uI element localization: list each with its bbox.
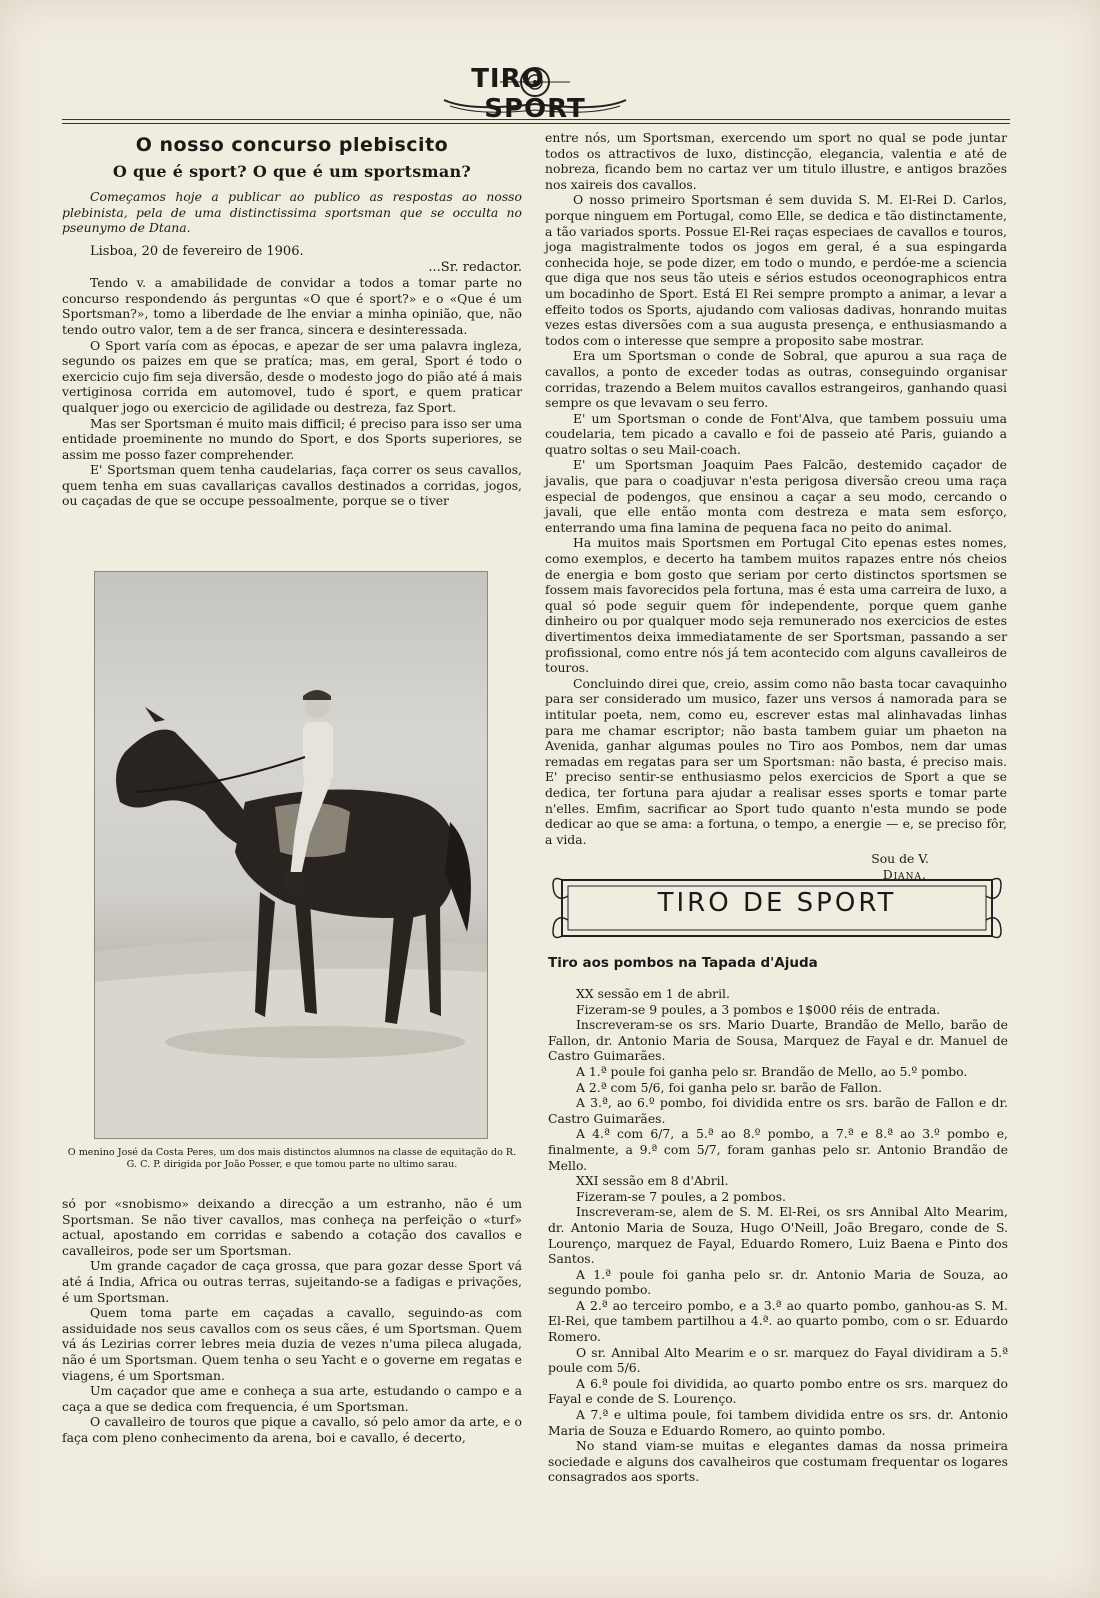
paragraph: A 7.ª e ultima poule, foi tambem dividida entre os srs. dr. Antonio Maria de Souza e Eduardo Romero, ao quinto pombo. (548, 1407, 1008, 1438)
paragraph: A 2.ª ao terceiro pombo, e a 3.ª ao quarto pombo, ganhou-as S. M. El-Rei, que tambem partilhou a 4.ª. ao quarto pombo, com o sr. Eduardo Romero. (548, 1297, 1008, 1345)
paragraph: Fizeram-se 7 poules, a 2 pombos. (576, 1188, 786, 1204)
banner-title: TIRO DE SPORT (657, 888, 897, 918)
paragraph: Tendo v. a amabilidade de convidar a todos a tomar parte no concurso respondendo ás perguntas «O que é sport?» e o «Que é um Sportsman?», tomo a liberdade de lhe enviar a minha opinião, que, não tendo outro valor, tem a de ser franca, sincera e desinteressada. (62, 275, 522, 337)
article-subtitle: O que é sport? O que é um sportsman? (112, 161, 472, 181)
header-rule-bottom (62, 123, 1010, 124)
tiro-report (548, 986, 1008, 1485)
photo-caption: O menino José da Costa Peres, um dos mais distinctos alumnos na classe de equitação do R. G. C. P. dirigida por João Posser, e que tomou parte no ultimo sarau. (67, 1147, 517, 1170)
paragraph: A 6.ª poule foi dividida, ao quarto pombo entre os srs. marquez do Fayal e conde de S. Lourenço. (548, 1375, 1008, 1407)
paragraph: No stand viam-se muitas e elegantes damas da nossa primeira sociedade e alguns dos cavalheiros que costumam frequentar os logares consagrados aos sports. (548, 1438, 1008, 1485)
paragraph: Um caçador que ame e conheça a sua arte, estudando o campo e a caça a que se dedica com frequencia, é um Sportsman. (62, 1383, 522, 1414)
paragraph: entre nós, um Sportsman, exercendo um sport no qual se pode juntar todos os attractivos de luxo, distincção, elegancia, valentia e até de nobreza, ficando bem no cartaz ver um titulo illustre, e antigos brazões nos xaireis dos cavallos. (545, 130, 1007, 192)
signoff-author: Diana. (882, 866, 927, 882)
signoff-line: Sou de V. (871, 851, 929, 867)
article-left-bottom (62, 1196, 522, 1446)
paragraph: A 1.ª poule foi ganha pelo sr. Brandão de Mello, ao 5.º pombo. (576, 1063, 968, 1079)
section-heading: Tiro aos pombos na Tapada d'Ajuda (548, 955, 818, 971)
article-intro: Começamos hoje a publicar ao publico as respostas ao nosso plebinista, pela de uma distinctissima sportsman que se occulta no pseunymo de Dtana. (62, 189, 522, 236)
paragraph: Inscreveram-se, alem de S. M. El-Rei, os srs Annibal Alto Mearim, dr. Antonio Maria de Souza, Hugo O'Neill, João Bregaro, conde de S. Lourenço, marquez de Fayal, Eduardo Romero, Luiz Baena e Pinto dos Santos. (548, 1204, 1008, 1267)
paragraph: O Sport varía com as épocas, e apezar de ser uma palavra ingleza, segundo os paizes em que se pratíca; mas, em geral, Sport é todo o exercicio cujo fim seja diversão, desde o modesto jogo do pião até á mais vertiginosa corrida em automovel, tudo é sport, e quem praticar qualquer jogo ou exercicio de agilidade ou destreza, faz Sport. (62, 337, 522, 415)
masthead-logo (440, 60, 630, 124)
paragraph: Inscreveram-se os srs. Mario Duarte, Brandão de Mello, barão de Fallon, dr. Antonio Maria de Sousa, Marquez de Fayal e dr. Manuel de Castro Guimarães. (548, 1017, 1008, 1064)
paragraph: A 2.ª com 5/6, foi ganha pelo sr. barão de Fallon. (576, 1079, 883, 1095)
paragraph: XXI sessão em 8 d'Abril. (576, 1173, 729, 1189)
paragraph: A 3.ª, ao 6.º pombo, foi dividida entre os srs. barão de Fallon e dr. Castro Guimarães. (548, 1095, 1008, 1126)
paragraph: O sr. Annibal Alto Mearim e o sr. marquez do Fayal dividiram a 5.ª poule com 5/6. (548, 1344, 1008, 1376)
photo-boy-on-horse (94, 571, 488, 1139)
paragraph: E' um Sportsman Joaquim Paes Falcão, destemido caçador de javalis, que para o coadjuvar n'esta perigosa diversão creou uma raça especial de podengos, que ensinou a caçar a seu modo, cercando o javali, que elle então monta com destreza e mata sem esforço, enterrando uma fina lamina de pequena faca no peito do animal. (545, 457, 1007, 535)
paragraph: Um grande caçador de caça grossa, que para gozar desse Sport vá até á India, Africa ou outras terras, sujeitando-se a fadigas e privações, é um Sportsman. (62, 1258, 522, 1305)
article-dateline: Lisboa, 20 de fevereiro de 1906. (90, 243, 304, 259)
tiro-de-sport-banner (548, 866, 1006, 950)
paragraph: só por «snobismo» deixando a direcção a um estranho, não é um Sportsman. Se não tiver cavallos, mas conheça na perfeição o «turf» actual, apostando em corridas e sabendo a cotação dos cavallos e cavalleiros, pode ser um Sportsman. (62, 1196, 522, 1258)
paragraph: E' um Sportsman o conde de Font'Alva, que tambem possuiu uma coudelaria, tem picado a cavallo e foi de passeio até Paris, guiando a quatro soltas o seu Mail-coach. (545, 410, 1007, 457)
article-left-top (62, 132, 522, 509)
paragraph: A 1.ª poule foi ganha pelo sr. dr. Antonio Maria de Souza, ao segundo pombo. (548, 1266, 1008, 1298)
paragraph: Ha muitos mais Sportsmen em Portugal Cito epenas estes nomes, como exemplos, e decerto ha tambem muitos rapazes entre nós cheios de energia e bom gosto que seriam por certo distinctos sportsmen se fossem mais favorecidos pela fortuna, mas é esta uma carreira de luxo, a qual só pode seguir quem fôr independente, porque quem ganhe dinheiro ou por qualquer modo seja remunerado nos exercicios de estes divertimentos deixa immediatamente de ser Sportsman, passando a ser profissional, como entre nós já tem acontecido com alguns cavalleiros de touros. (545, 535, 1007, 676)
paragraph: E' Sportsman quem tenha caudelarias, faça correr os seus cavallos, quem tenha em suas cavallariças cavallos destinados a corridas, jogos, ou caçadas de que se occupe pessoalmente, porque se o tiver (62, 462, 522, 509)
masthead-word-sport: SPORT (484, 94, 586, 124)
article-salutation: ...Sr. redactor. (428, 259, 522, 275)
paragraph: Fizeram-se 9 poules, a 3 pombos e 1$000 réis de entrada. (576, 1001, 941, 1017)
article-right (545, 130, 1007, 883)
paragraph: O cavalleiro de touros que pique a cavallo, só pelo amor da arte, e o faça com pleno conhecimento da arena, boi e cavallo, é decerto, (62, 1414, 522, 1445)
paragraph: Quem toma parte em caçadas a cavallo, seguindo-as com assiduidade nos seus cavallos com os seus cães, é um Sportsman. Quem vá ás Lezirias correr lebres meia duzia de vezes n'uma pileca alugada, não é um Sportsman. Quem tenha o seu Yacht e o governe em regatas e viagens, é um Sportsman. (62, 1305, 522, 1383)
paragraph: Mas ser Sportsman é muito mais difficil; é preciso para isso ser uma entidade proeminente no mundo do Sport, e dos Sports superiores, se assim me posso fazer comprehender. (62, 415, 522, 462)
paragraph: O nosso primeiro Sportsman é sem duvida S. M. El-Rei D. Carlos, porque ninguem em Portugal, como Elle, se dedica e tão distinctamente, a tão variados sports. Possue El-Rei raças especiaes de cavallos e touros, joga magistralmente todos os jogos em geral, é a sua espingarda conhecida hoje, se pode dizer, em todo o mundo, e perdóe-me a sciencia que diga que nos seus tão uteis e sérios estudos oceonographicos entra um bocadinho de Sport. Está El Rei sempre prompto a animar, a levar a effeito todos os Sports, ajudando com valiosas dadivas, honrando muitas vezes estas diversões com a sua augusta presença, e enthusiasmando a todos com o interesse que sempre a proposito sabe mostrar. (545, 192, 1007, 348)
masthead-word-tiro: TIRO (471, 64, 545, 94)
paragraph: Concluindo direi que, creio, assim como não basta tocar cavaquinho para ser considerado um musico, fazer uns versos á namorada para se intitular poeta, nem, como eu, escrever estas mal alinhavadas linhas para me chamar escriptor; não basta tambem guiar um phaeton na Avenida, ganhar algumas poules no Tiro aos Pombos, nem dar umas remadas em regatas para ser um Sportsman: não basta, é preciso mais. E' preciso sentir-se enthusiasmo pelos exercicios de Sport a que se dedica, ter fortuna para ajudar a realisar esses sports e tomar parte n'elles. Emfim, sacrificar ao Sport tudo quanto n'esta mundo se pode dedicar ao que se ama: a fortuna, o tempo, a energie — e, se preciso fôr, a vida. (545, 675, 1007, 847)
article-title: O nosso concurso plebiscito (135, 134, 449, 156)
paragraph: Era um Sportsman o conde de Sobral, que apurou a sua raça de cavallos, a ponto de exceder todas as outras, conseguindo organisar corridas, trazendo a Belem muitos cavallos estrangeiros, ganhando quasi sempre os que levavam o seu ferro. (545, 348, 1007, 411)
paragraph: XX sessão em 1 de abril. (576, 986, 730, 1001)
paragraph: A 4.ª com 6/7, a 5.ª ao 8.º pombo, a 7.ª e 8.ª ao 3.º pombo e, finalmente, a 9.ª com 5/7, foram ganhas pelo sr. Antonio Brandão de Mello. (548, 1126, 1008, 1173)
header-rule-top (62, 119, 1010, 120)
horse-illustration (95, 572, 487, 1138)
